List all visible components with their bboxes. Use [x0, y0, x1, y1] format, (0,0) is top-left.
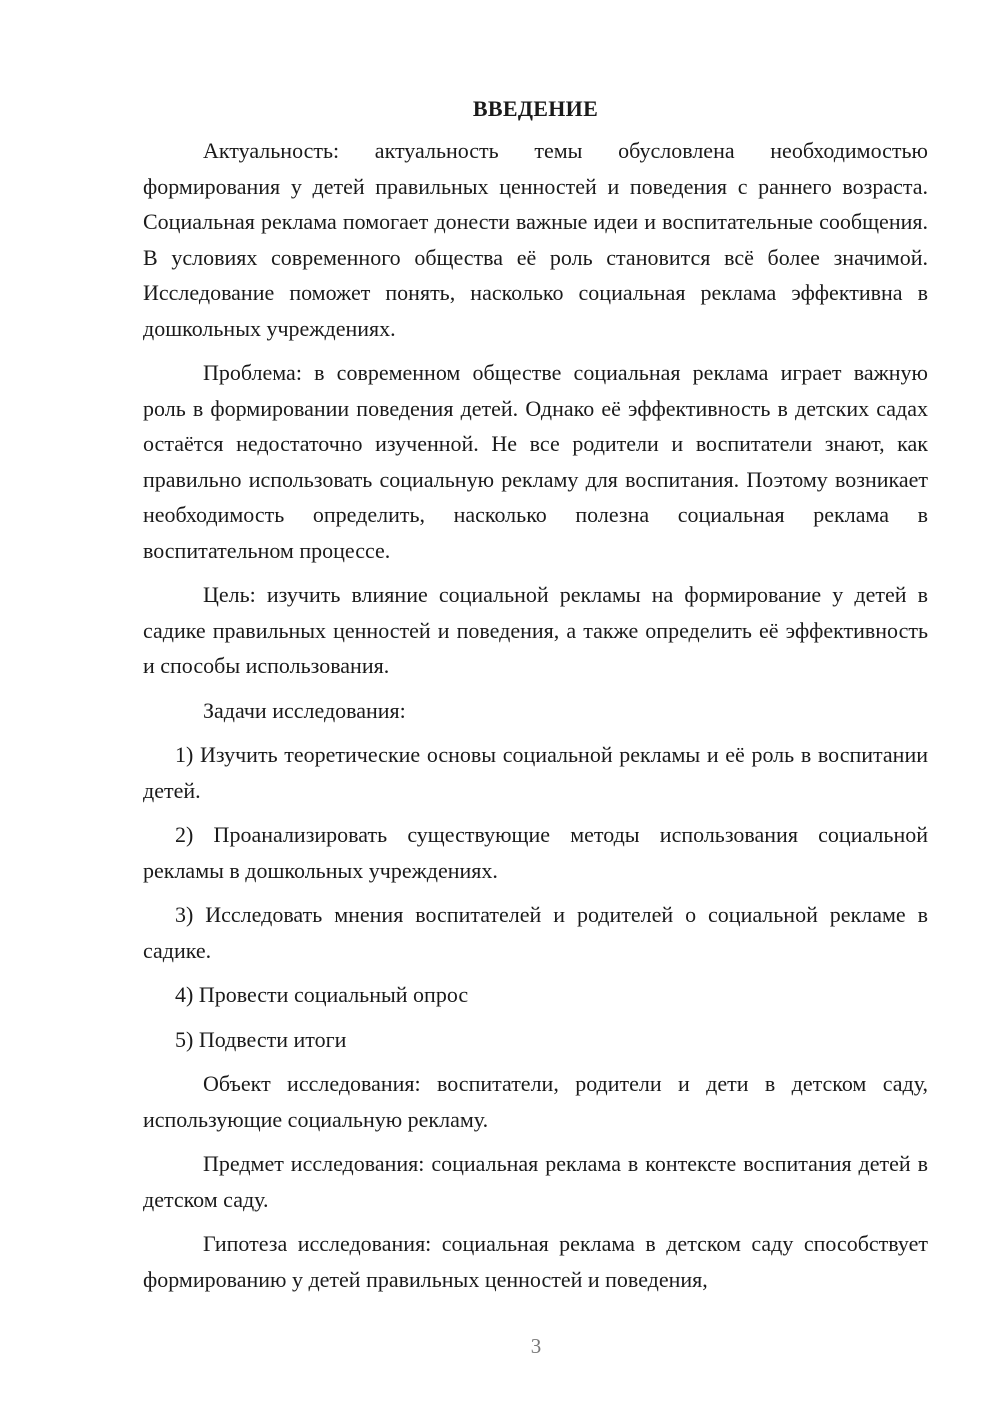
object-paragraph: Объект исследования: воспитатели, родители и дети в детском саду, использующие социальную рекламу. [143, 1071, 928, 1132]
problem-paragraph: Проблема: в современном обществе социальная реклама играет важную роль в формировании поведения детей. Однако её эффективность в детских садах остаётся недостаточно изученной. Не все родители и воспитатели знают, как правильно использовать социальную рекламу для воспитания. Поэтому возникает необходимость определить, насколько полезна социальная реклама в воспитательном процессе. [143, 360, 928, 563]
goal-paragraph: Цель: изучить влияние социальной рекламы на формирование у детей в садике правильных ценностей и поведения, а также определить её эффективность и способы использования. [143, 582, 928, 678]
section-heading: ВВЕДЕНИЕ [472, 96, 599, 121]
task-item-1: 1) Изучить теоретические основы социальной рекламы и её роль в воспитании детей. [143, 742, 928, 803]
hypothesis-paragraph: Гипотеза исследования: социальная реклама в детском саду способствует формированию у детей правильных ценностей и поведения, [143, 1231, 928, 1292]
relevance-paragraph: Актуальность: актуальность темы обусловлена необходимостью формирования у детей правильных ценностей и поведения с раннего возраста. Социальная реклама помогает донести важные идеи и воспитательные сообщения. В условиях современного общества её роль становится всё более значимой. Исследование поможет понять, насколько социальная реклама эффективна в дошкольных учреждениях. [143, 138, 928, 341]
task-item-2: 2) Проанализировать существующие методы использования социальной рекламы в дошкольных учреждениях. [143, 822, 928, 883]
task-item-4: 4) Провести социальный опрос [175, 982, 469, 1007]
page-number: 3 [530, 1334, 542, 1358]
document-page [143, 94, 928, 1297]
tasks-title: Задачи исследования: [203, 697, 406, 723]
subject-paragraph: Предмет исследования: социальная реклама в контексте воспитания детей в детском саду. [143, 1151, 928, 1212]
task-item-3: 3) Исследовать мнения воспитателей и родителей о социальной рекламе в садике. [143, 902, 928, 963]
task-item-5: 5) Подвести итоги [175, 1026, 347, 1052]
